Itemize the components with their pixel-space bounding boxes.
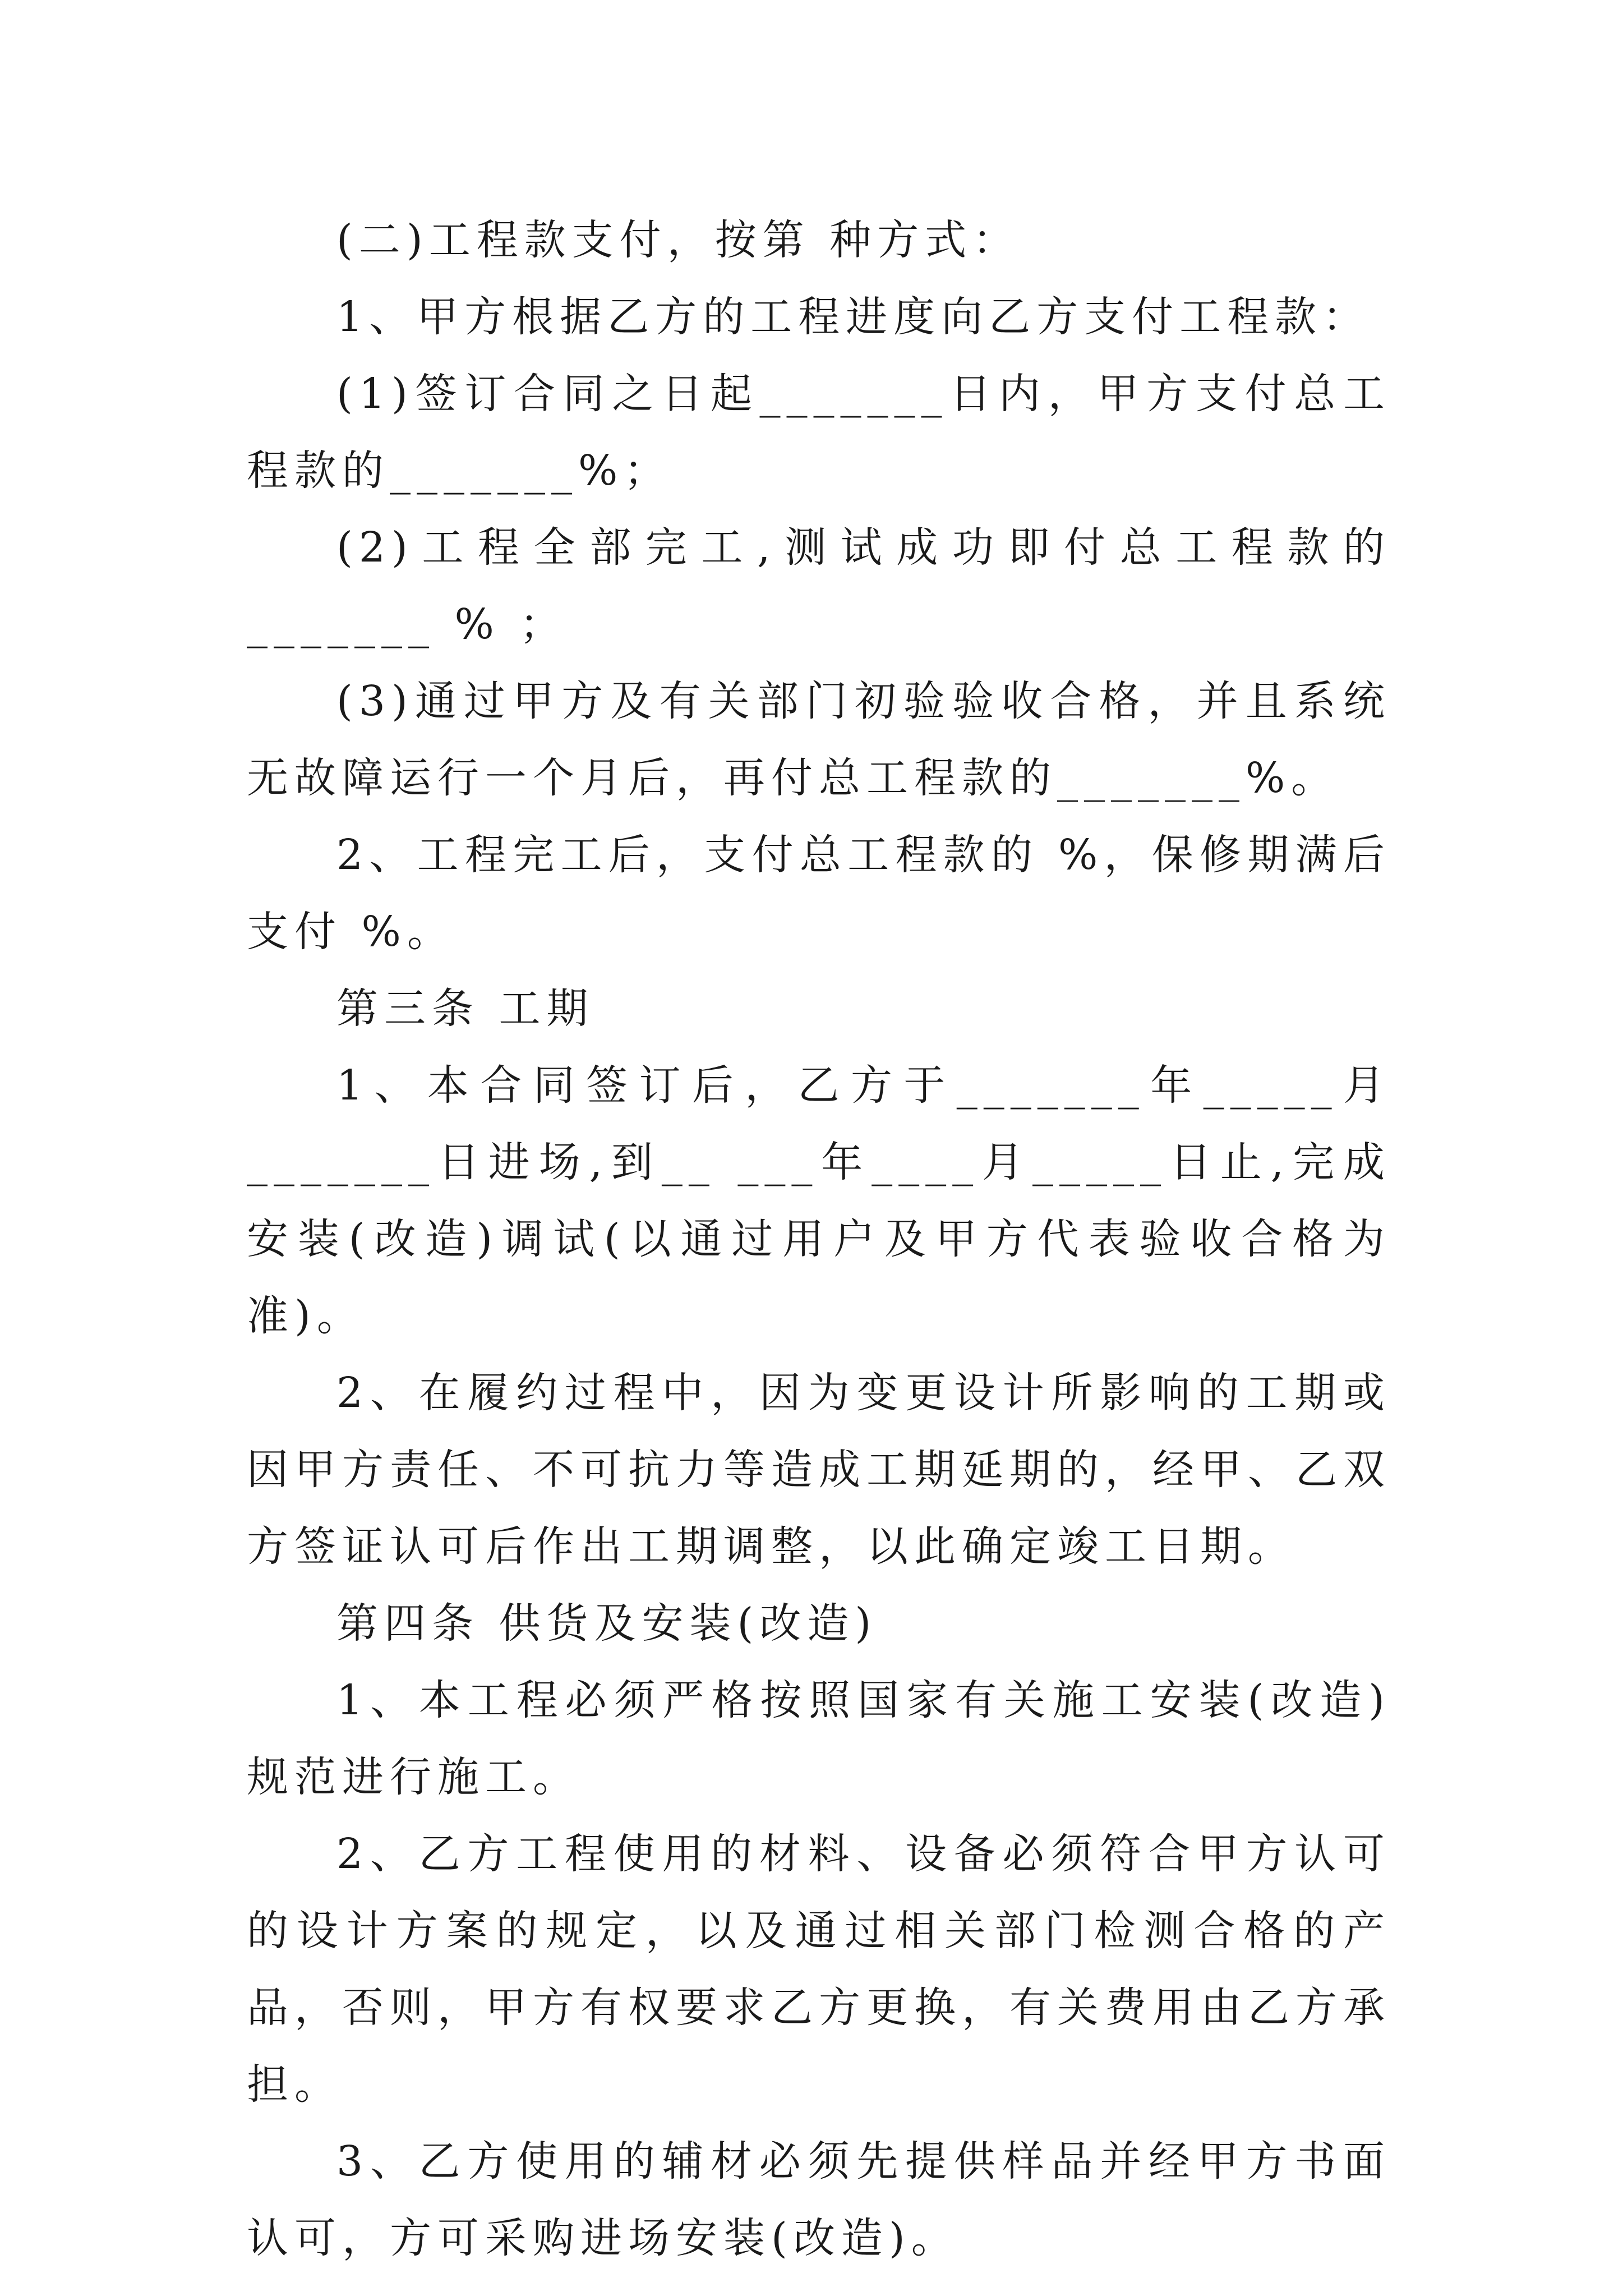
- paragraph-supply-2: 2、乙方工程使用的材料、设备必须符合甲方认可的设计方案的规定，以及通过相关部门检测合格的产品，否则，甲方有权要求乙方更换，有关费用由乙方承担。: [247, 1830, 1391, 2109]
- heading-article-3: 第三条 工期: [336, 984, 594, 1033]
- paragraph-payment-step-3: (3)通过甲方及有关部门初验验收合格，并且系统无故障运行一个月后，再付总工程款的_______%。: [247, 677, 1391, 802]
- heading-article-4: 第四条 供货及安装(改造): [336, 1599, 878, 1648]
- paragraph-payment-after-completion: 2、工程完工后，支付总工程款的 %，保修期满后支付 %。: [247, 831, 1391, 956]
- document-body: [247, 202, 1391, 2277]
- paragraph-payment-method: (二)工程款支付，按第 种方式：: [336, 216, 1021, 264]
- paragraph-supply-3: 3、乙方使用的辅材必须先提供样品并经甲方书面认可，方可采购进场安装(改造)。: [247, 2137, 1391, 2262]
- paragraph-payment-step-1: (1)签订合同之日起_______日内，甲方支付总工程款的_______%；: [247, 370, 1391, 495]
- paragraph-payment-by-progress: 1、甲方根据乙方的工程进度向乙方支付工程款：: [336, 293, 1371, 341]
- paragraph-supply-1: 1、本工程必须严格按照国家有关施工安装(改造)规范进行施工。: [247, 1676, 1391, 1801]
- paragraph-schedule-2: 2、在履约过程中，因为变更设计所影响的工期或因甲方责任、不可抗力等造成工期延期的，经甲、乙双方签证认可后作出工期调整，以此确定竣工日期。: [247, 1369, 1391, 1571]
- paragraph-schedule-1: 1、本合同签订后，乙方于_______年_____月_______日进场,到__ ___年____月_____日止,完成安装(改造)调试(以通过用户及甲方代表验收合格为准)。: [247, 1061, 1391, 1340]
- paragraph-payment-step-2: (2)工程全部完工,测试成功即付总工程款的_______ % ；: [247, 523, 1391, 648]
